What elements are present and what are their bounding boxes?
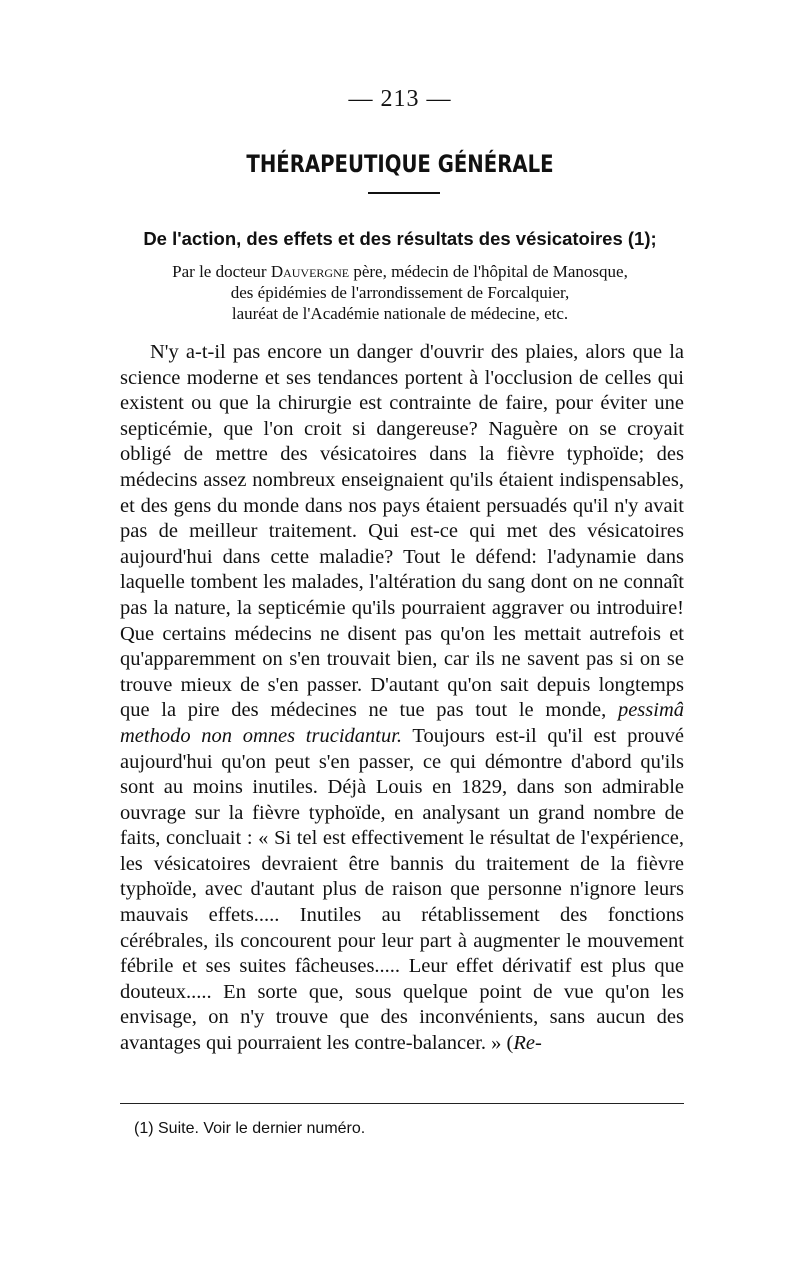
section-title: THÉRAPEUTIQUE GÉNÉRALE (246, 150, 554, 178)
latin-quote: pessimâ methodo non omnes trucidantur. (120, 699, 684, 747)
byline-line-2: des épidémies de l'arrondissement de Forcalquier, (230, 283, 570, 302)
article-title: De l'action, des effets et des résultats des vésicatoires (1); (143, 228, 657, 249)
page-number: — 213 — (348, 86, 452, 112)
author-name: Dauvergne (270, 262, 350, 281)
body-text-part-2: Toujours est-il qu'il est prouvé aujourd'hui qu'on peut s'en passer, ce qui démontre d'abord qu'ils sont au moins inutiles. Déjà Louis en 1829, dans son admirable ouvrage sur la fièvre typhoïde, en analysant un grand nombre de faits, concluait : « Si tel est effectivement le résultat de l'expérience, les vésicatoires devraient être bannis du traitement de la fièvre typhoïde, avec d'autant plus de raison que personne n'ignore leurs mauvais effets..... Inutiles au rétablissement des fonctions cérébrales, ils concourent pour leur part à augmenter le mouvement fébrile et ses suites fâcheuses..... Leur effet dérivatif est plus que douteux..... En sorte que, sous quelque point de vue qu'on les envisage, on n'y trouve que des inconvénients, sans aucun des avantages qui pourraient les contre-balancer. » ( (120, 724, 684, 1055)
body-text-part-1: N'y a-t-il pas encore un danger d'ouvrir des plaies, alors que la science moderne et ses tendances portent à l'occlusion de celles qui existent ou que la chirurgie est contrainte de faire, pour éviter une septicémie, que l'on croit si dangereuse? Naguère on se croyait obligé de mettre des vésicatoires dans la fièvre typhoïde; des médecins assez nombreux enseignaient qu'ils étaient indispensables, et des gens du monde dans nos pays étaient persuadés qu'il n'y avait pas de meilleur traitement. Qui est-ce qui met des vésicatoires aujourd'hui dans cette maladie? Tout le défend: l'adynamie dans laquelle tombent les malades, l'altération du sang dont on ne connaît pas la nature, la septicémie qu'ils pourraient aggraver ou introduire! Que certains médecins ne disent pas qu'on les mettait autrefois et qu'apparemment on s'en trouvait bien, car ils ne savent pas si on se trouve mieux de s'en passer. D'autant qu'on sait depuis longtemps que la pire des médecines ne tue pas tout le monde, (120, 341, 684, 722)
footnote-divider (120, 1103, 684, 1104)
body-paragraph (120, 340, 684, 1057)
byline-line-1 (0, 261, 800, 282)
article-body (120, 340, 684, 1057)
byline-prefix: Par le docteur (172, 262, 267, 281)
byline-line-3: lauréat de l'Académie nationale de médecine, etc. (231, 304, 569, 323)
byline-affiliation: père, médecin de l'hôpital de Manosque, (353, 262, 628, 281)
title-divider (368, 192, 440, 194)
article-byline (0, 261, 800, 324)
footnote: (1) Suite. Voir le dernier numéro. (134, 1120, 366, 1137)
body-continuation: Re- (513, 1032, 542, 1055)
